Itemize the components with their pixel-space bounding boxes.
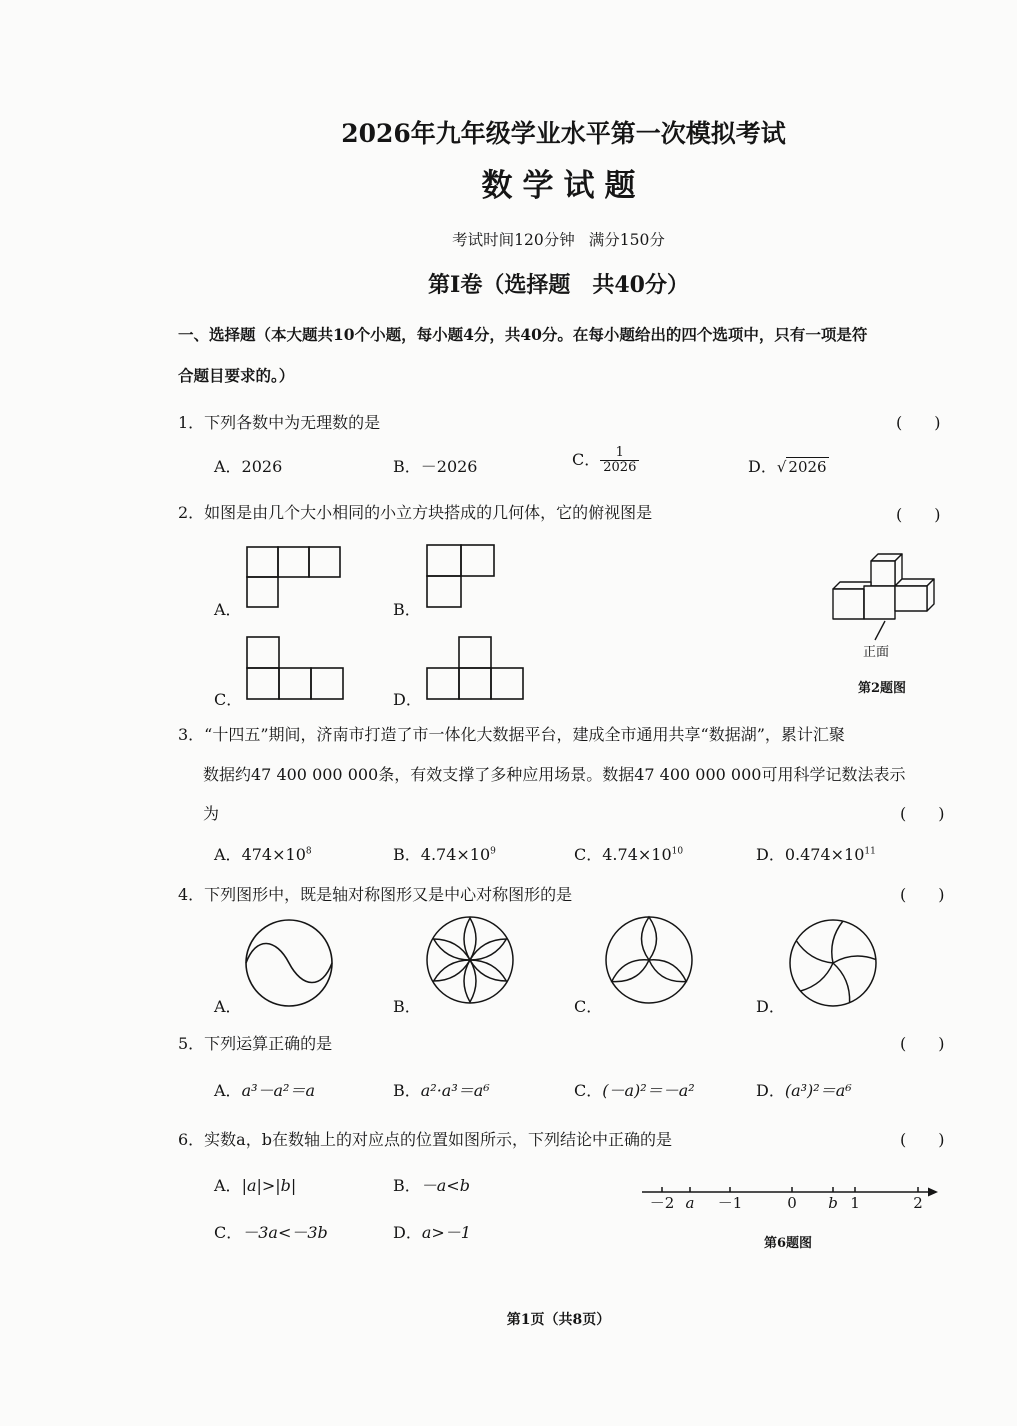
q3-option-a-exp: 8 bbox=[305, 846, 312, 857]
q2-stem: 2．如图是由几个大小相同的小立方块搭成的几何体，它的俯视图是 bbox=[178, 503, 653, 522]
q3-stem-line2: 数据约47 400 000 000条，有效支撑了多种应用场景。数据47 400 000 000可用科学记数法表示 bbox=[203, 765, 906, 784]
q3-option-d bbox=[756, 842, 876, 865]
q3-option-c-label: C． bbox=[574, 845, 603, 864]
subject-title: 数学试题 bbox=[481, 168, 646, 204]
q6-option-b-expr: －a<b bbox=[420, 1176, 470, 1195]
q5-option-c-label: C． bbox=[574, 1081, 603, 1100]
q4-option-b-figure bbox=[425, 915, 515, 1005]
q6-answer-paren[interactable]: ( ) bbox=[900, 1130, 945, 1149]
q3-option-c bbox=[574, 842, 683, 865]
q5-option-d bbox=[756, 1078, 852, 1101]
q3-stem-line3: 为 bbox=[203, 804, 220, 823]
q4-option-a-figure bbox=[244, 918, 334, 1008]
q6-option-a bbox=[214, 1173, 296, 1196]
q1-answer-paren[interactable]: ( ) bbox=[896, 413, 941, 432]
q3-option-b bbox=[393, 842, 496, 865]
q3-option-a-label: A． bbox=[214, 845, 242, 864]
q4-option-a-label: A． bbox=[214, 997, 242, 1016]
part-title: 第I卷（选择题 共40分） bbox=[428, 272, 689, 298]
section-instructions-line2: 合题目要求的。） bbox=[178, 366, 295, 385]
q3-stem-line1: 3．“十四五”期间，济南市打造了市一体化大数据平台，建成全市通用共享“数据湖”，累计汇聚 bbox=[178, 725, 845, 744]
q5-answer-paren[interactable]: ( ) bbox=[900, 1034, 945, 1053]
q1-option-c-denominator: 2026 bbox=[600, 460, 639, 475]
q5-option-b-label: B． bbox=[393, 1081, 421, 1100]
q4-option-c-label: C． bbox=[574, 997, 603, 1016]
q5-option-a-expr: a³－a²＝a bbox=[241, 1081, 316, 1100]
q1-option-c-numerator: 1 bbox=[615, 445, 624, 460]
q3-option-b-exp: 9 bbox=[490, 846, 496, 857]
front-indicator-line bbox=[875, 621, 885, 640]
q6-option-c-expr: －3a<－3b bbox=[242, 1223, 328, 1242]
q6-option-d-label: D． bbox=[393, 1223, 422, 1242]
q1-option-c-fraction bbox=[600, 446, 639, 475]
q6-option-b bbox=[393, 1173, 470, 1196]
label-neg2: －2 bbox=[649, 1194, 675, 1212]
full-score: 满分150分 bbox=[588, 231, 665, 249]
q2-front-label: 正面 bbox=[863, 645, 890, 660]
q3-answer-paren[interactable]: ( ) bbox=[900, 804, 945, 823]
q3-option-a bbox=[214, 842, 312, 865]
q6-option-d-expr: a>－1 bbox=[421, 1223, 471, 1242]
q4-option-d-label: D． bbox=[756, 997, 785, 1016]
q6-figure-caption: 第6题图 bbox=[764, 1236, 813, 1251]
q1-option-d bbox=[748, 454, 829, 477]
label-neg1: －1 bbox=[717, 1194, 743, 1212]
exam-time: 考试时间120分钟 bbox=[452, 231, 575, 249]
q6-option-d bbox=[393, 1220, 471, 1243]
exam-title: 2026年九年级学业水平第一次模拟考试 bbox=[341, 119, 786, 148]
q4-answer-paren[interactable]: ( ) bbox=[900, 885, 945, 904]
q6-option-c-label: C． bbox=[214, 1223, 243, 1242]
q2-option-b-label: B． bbox=[393, 600, 421, 619]
q5-option-a bbox=[214, 1078, 315, 1101]
q2-option-d-label: D． bbox=[393, 690, 422, 709]
q2-option-c-label: C． bbox=[214, 690, 243, 709]
section-instructions-line1: 一、选择题（本大题共10个小题，每小题4分，共40分。在每小题给出的四个选项中，只有一项是符 bbox=[178, 325, 868, 344]
q6-option-c bbox=[214, 1220, 328, 1243]
q1-option-d-radicand: 2026 bbox=[788, 458, 827, 476]
q5-option-b-expr: a²·a³＝a⁶ bbox=[420, 1081, 490, 1100]
q2-option-b-figure bbox=[426, 544, 496, 608]
q3-option-b-label: B． bbox=[393, 845, 421, 864]
q6-number-line bbox=[640, 1178, 940, 1218]
q1-option-c bbox=[572, 446, 639, 475]
q6-option-a-label: A． bbox=[214, 1176, 242, 1195]
q5-option-d-expr: (a³)²＝a⁶ bbox=[784, 1081, 852, 1100]
q3-option-d-exp: 11 bbox=[864, 846, 876, 857]
label-0: 0 bbox=[787, 1194, 797, 1212]
label-1: 1 bbox=[850, 1194, 860, 1212]
q5-option-c bbox=[574, 1078, 695, 1101]
q2-option-d-figure bbox=[426, 636, 526, 700]
q6-stem: 6．实数a，b在数轴上的对应点的位置如图所示，下列结论中正确的是 bbox=[178, 1130, 672, 1149]
q3-option-d-base: 0.474×10 bbox=[784, 845, 865, 864]
q1-option-b: B．－2026 bbox=[393, 457, 478, 476]
q1-option-c-label: C． bbox=[572, 450, 601, 469]
number-line-arrow bbox=[928, 1188, 938, 1197]
q3-option-a-base: 474×10 bbox=[241, 845, 306, 864]
q5-option-c-expr: (－a)²＝－a² bbox=[602, 1081, 695, 1100]
q2-option-a-figure bbox=[246, 546, 342, 608]
q4-option-d-figure bbox=[788, 918, 878, 1008]
q2-option-a-label: A． bbox=[214, 600, 242, 619]
q3-option-c-exp: 10 bbox=[671, 846, 684, 857]
q3-option-b-base: 4.74×10 bbox=[420, 845, 491, 864]
q4-stem: 4．下列图形中，既是轴对称图形又是中心对称图形的是 bbox=[178, 885, 573, 904]
q5-option-d-label: D． bbox=[756, 1081, 785, 1100]
q6-option-a-expr: |a|>|b| bbox=[241, 1176, 297, 1195]
q1-option-a: A．2026 bbox=[214, 457, 283, 476]
q1-stem: 1．下列各数中为无理数的是 bbox=[178, 413, 381, 432]
label-b: b bbox=[828, 1194, 838, 1212]
q1-option-d-label: D． bbox=[748, 457, 777, 476]
q1-option-d-sqrt: √ 2026 bbox=[776, 458, 827, 476]
label-a: a bbox=[685, 1194, 695, 1212]
q5-stem: 5．下列运算正确的是 bbox=[178, 1034, 333, 1053]
page-footer: 第1页（共8页） bbox=[506, 1312, 611, 1328]
q2-answer-paren[interactable]: ( ) bbox=[896, 505, 941, 524]
q3-option-d-label: D． bbox=[756, 845, 785, 864]
q4-option-c-figure bbox=[604, 915, 694, 1005]
label-2: 2 bbox=[913, 1194, 923, 1212]
q5-option-b bbox=[393, 1078, 490, 1101]
q2-figure-caption: 第2题图 bbox=[858, 681, 907, 696]
exam-meta bbox=[0, 228, 1017, 250]
q3-option-c-base: 4.74×10 bbox=[602, 845, 672, 864]
q5-option-a-label: A． bbox=[214, 1081, 242, 1100]
q6-option-b-label: B． bbox=[393, 1176, 421, 1195]
q4-option-b-label: B． bbox=[393, 997, 421, 1016]
q2-option-c-figure bbox=[246, 636, 346, 700]
